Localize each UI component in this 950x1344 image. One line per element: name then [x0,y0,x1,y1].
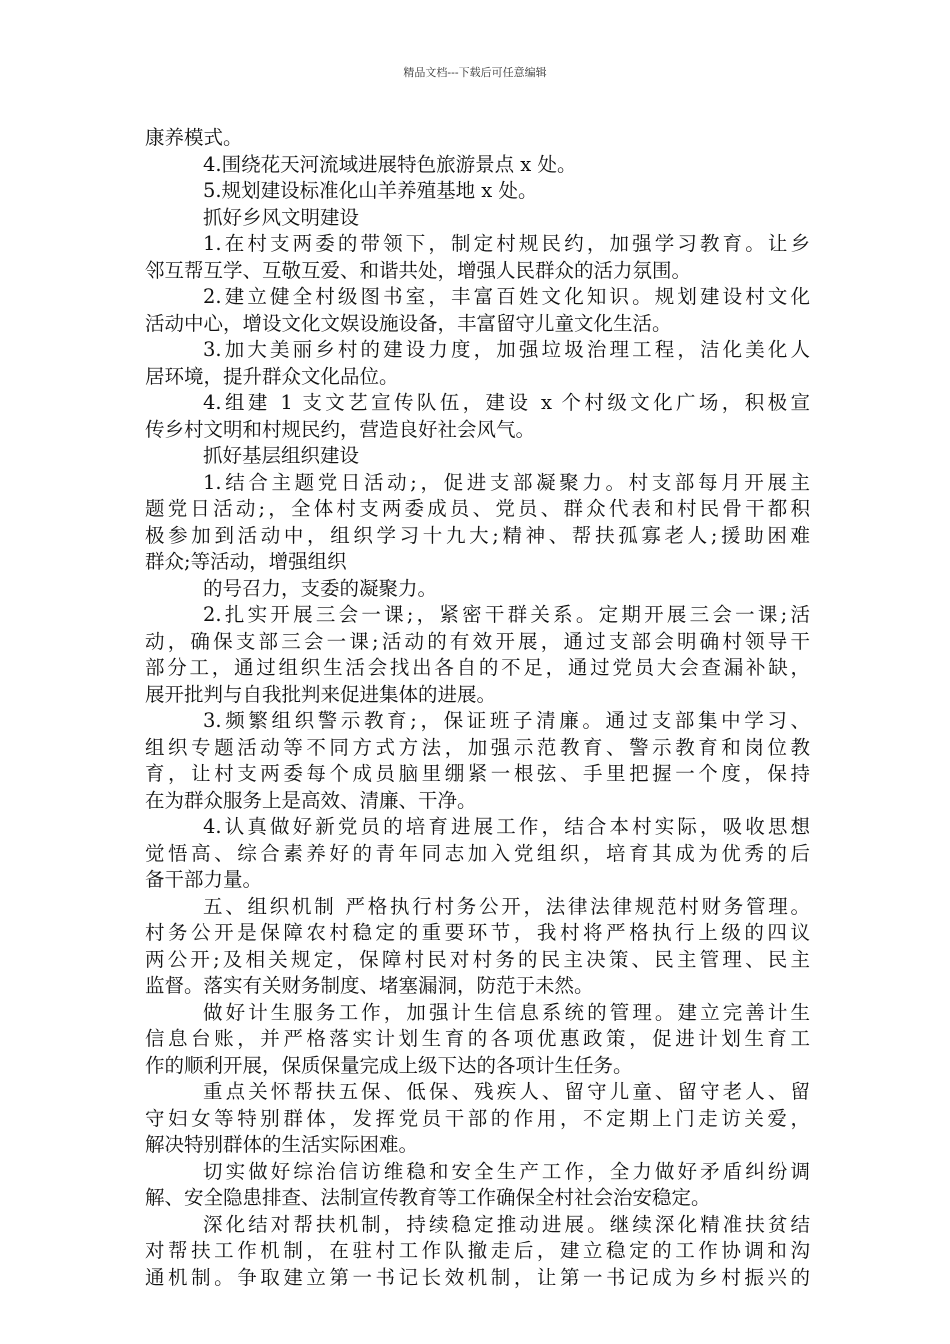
page-header: 精品文档---下载后可任意编辑 [403,66,547,79]
text-line: 群众;等活动，增强组织 [145,550,347,573]
text-line: 传乡村文明和村规民约，营造良好社会风气。 [145,417,536,441]
text-line: 两公开;及相关规定，保障村民对村务的民主决策、民主管理、民主 [145,947,810,971]
text-line: 4.围绕花天河流域进展特色旅游景点 x 处。 [203,152,577,176]
text-line: 3.频繁组织警示教育;，保证班子清廉。通过支部集中学习、 [203,709,810,732]
text-line: 2.扎实开展三会一课;，紧密干群关系。定期开展三会一课;活 [203,603,810,626]
text-line: 1.在村支两委的带领下，制定村规民约，加强学习教育。让乡 [203,232,810,255]
text-line: 抓好基层组织建设 [203,444,360,467]
text-line: 作的顺利开展，保质保量完成上级下达的各项计生任务。 [145,1053,633,1077]
text-line: 做好计生服务工作，加强计生信息系统的管理。建立完善计生 [203,1000,810,1024]
text-line: 康养模式。 [145,126,243,149]
text-line: 展开批判与自我批判来促进集体的进展。 [145,682,497,706]
text-line: 部分工，通过组织生活会找出各自的不足，通过党员大会查漏补缺， [145,656,810,679]
text-line: 备干部力量。 [145,868,263,891]
text-line: 信息台账，并严格落实计划生育的各项优惠政策，促进计划生育工 [145,1027,810,1050]
text-line: 村务公开是保障农村稳定的重要环节，我村将严格执行上级的四议 [145,921,810,944]
text-line: 觉悟高、综合素养好的青年同志加入党组织，培育其成为优秀的后 [145,841,810,865]
text-line: 深化结对帮扶机制，持续稳定推动进展。继续深化精准扶贫结 [203,1212,810,1236]
text-line: 极参加到活动中，组织学习十九大;精神、帮扶孤寡老人;援助困难 [145,523,810,547]
document-body [145,125,810,1291]
text-line: 居环境，提升群众文化品位。 [145,364,399,388]
text-line: 2.建立健全村级图书室，丰富百姓文化知识。规划建设村文化 [203,285,810,308]
text-line: 通机制。争取建立第一书记长效机制，让第一书记成为乡村振兴的 [145,1265,810,1289]
text-line: 重点关怀帮扶五保、低保、残疾人、留守儿童、留守老人、留 [203,1080,810,1103]
text-line: 在为群众服务上是高效、清廉、干净。 [145,788,477,812]
text-line: 抓好乡风文明建设 [203,205,360,229]
text-line: 五、组织机制 严格执行村务公开，法律法律规范村财务管理。 [203,894,810,918]
text-line: 活动中心，增设文化文娱设施设备，丰富留守儿童文化生活。 [145,311,672,335]
text-line: 的号召力，支委的凝聚力。 [203,576,438,600]
text-line: 1.结合主题党日活动;，促进支部凝聚力。村支部每月开展主 [203,470,810,494]
text-line: 切实做好综治信访维稳和安全生产工作，全力做好矛盾纠纷调 [203,1159,810,1183]
text-line: 4.组建 1 支文艺宣传队伍，建设 x 个村级文化广场，积极宣 [203,391,810,414]
text-line: 组织专题活动等不同方式方法，加强示范教育、警示教育和岗位教 [145,735,810,759]
text-line: 3.加大美丽乡村的建设力度，加强垃圾治理工程，洁化美化人 [203,338,810,361]
text-line: 4.认真做好新党员的培育进展工作，结合本村实际，吸收思想 [203,815,810,838]
text-line: 题党日活动;，全体村支两委成员、党员、群众代表和村民骨干都积 [145,497,810,520]
text-line: 5.规划建设标准化山羊养殖基地 x 处。 [203,179,538,202]
text-line: 守妇女等特别群体，发挥党员干部的作用，不定期上门走访关爱， [145,1106,810,1130]
text-line: 对帮扶工作机制，在驻村工作队撤走后，建立稳定的工作协调和沟 [145,1239,810,1262]
text-line: 邻互帮互学、互敬互爱、和谐共处，增强人民群众的活力氛围。 [145,258,692,282]
text-line: 解决特别群体的生活实际困难。 [145,1133,419,1156]
text-line: 解、安全隐患排查、法制宣传教育等工作确保全村社会治安稳定。 [145,1186,711,1209]
text-line: 育，让村支两委每个成员脑里绷紧一根弦、手里把握一个度，保持 [145,762,810,785]
text-line: 动，确保支部三会一课;活动的有效开展，通过支部会明确村领导干 [145,629,810,653]
text-line: 监督。落实有关财务制度、堵塞漏洞，防范于未然。 [145,974,594,997]
